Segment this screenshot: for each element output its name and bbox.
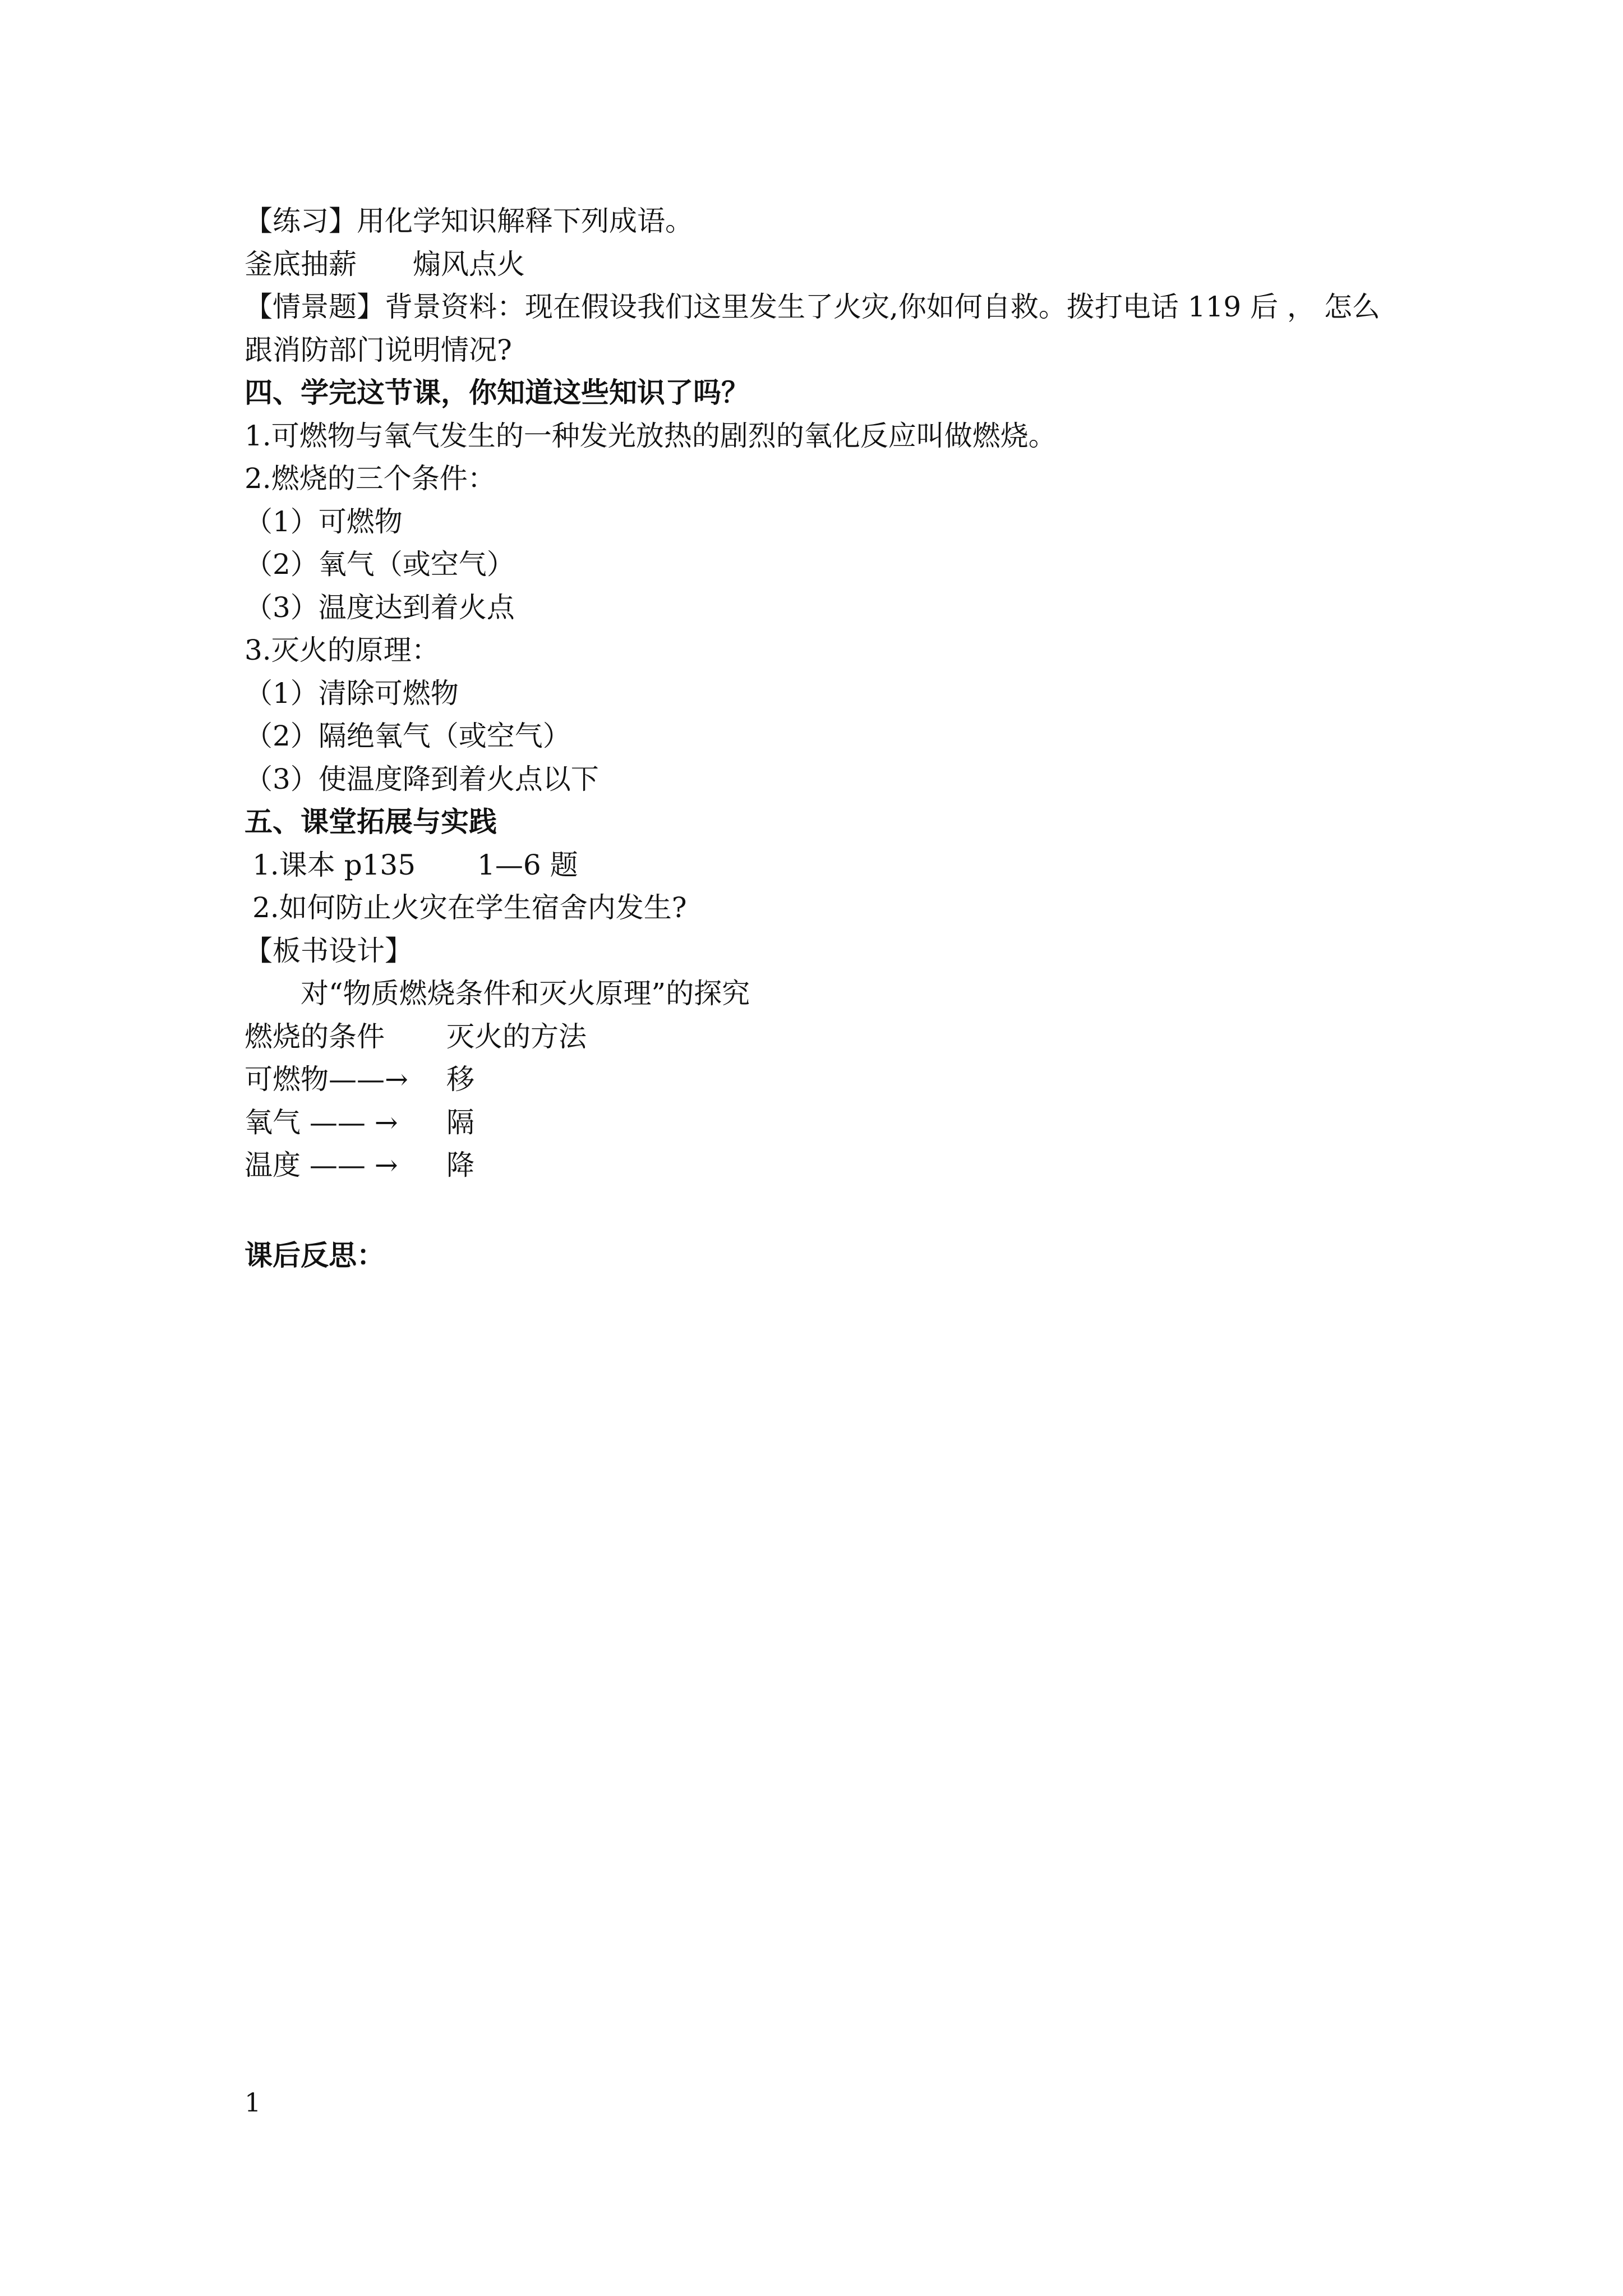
board-column-headers (245, 1015, 1411, 1059)
section-5-title: 五、课堂拓展与实践 (245, 805, 497, 838)
board-row (245, 1101, 1411, 1144)
extinguish-principle-1: （1）清除可燃物 (245, 677, 459, 710)
section-4-title: 四、学完这节课，你知道这些知识了吗？ (245, 376, 749, 409)
practice-heading: 【练习】用化学知识解释下列成语。 (245, 205, 693, 237)
section-4-point-3: 3.灭火的原理： (245, 634, 440, 666)
extinguish-principle-3: （3）使温度降到着火点以下 (245, 762, 599, 795)
scenario-line-1: 【情景题】背景资料：现在假设我们这里发生了火灾,你如何自救。拨打电话 119 后 ， 怎么 (245, 291, 1380, 323)
blank-line (245, 1187, 1411, 1230)
section-4-point-1: 1.可燃物与氧气发生的一种发光放热的剧烈的氧化反应叫做燃烧。 (245, 419, 1057, 452)
combustion-condition-3: （3）温度达到着火点 (245, 591, 515, 624)
board-row-method: 降 (446, 1149, 474, 1181)
board-row-condition: 温度 —— → (245, 1149, 398, 1181)
board-heading: 【板书设计】 (245, 934, 413, 967)
document-body (245, 200, 1411, 1277)
section-4-point-2: 2.燃烧的三个条件： (245, 462, 496, 495)
idioms-line (245, 243, 1411, 286)
section-5-question-2: 2.如何防止火灾在学生宿舍内发生? (252, 891, 687, 924)
board-row-condition: 氧气 —— → (245, 1106, 398, 1139)
section-5-question-1 (245, 844, 1411, 887)
board-row (245, 1058, 1411, 1101)
idiom-1: 釜底抽薪 (245, 247, 357, 280)
board-row-condition: 可燃物——→ (245, 1063, 408, 1096)
page-number: 1 (245, 2087, 261, 2118)
board-row-method: 隔 (446, 1106, 474, 1139)
board-title: 对“物质燃烧条件和灭火原理”的探究 (301, 977, 750, 1010)
scenario-line-2: 跟消防部门说明情况? (245, 333, 512, 366)
board-row-method: 移 (446, 1063, 474, 1096)
exercise-range: 1—6 题 (477, 848, 578, 881)
extinguish-principle-2: （2）隔绝氧气（或空气） (245, 720, 571, 752)
combustion-condition-2: （2）氧气（或空气） (245, 548, 515, 581)
board-row (245, 1144, 1411, 1187)
idiom-2: 煽风点火 (413, 247, 525, 280)
board-col-right: 灭火的方法 (446, 1020, 587, 1053)
combustion-condition-1: （1）可燃物 (245, 505, 403, 538)
board-col-left: 燃烧的条件 (245, 1020, 385, 1053)
textbook-reference: 1.课本 p135 (252, 848, 416, 881)
reflection-label: 课后反思： (245, 1239, 385, 1272)
